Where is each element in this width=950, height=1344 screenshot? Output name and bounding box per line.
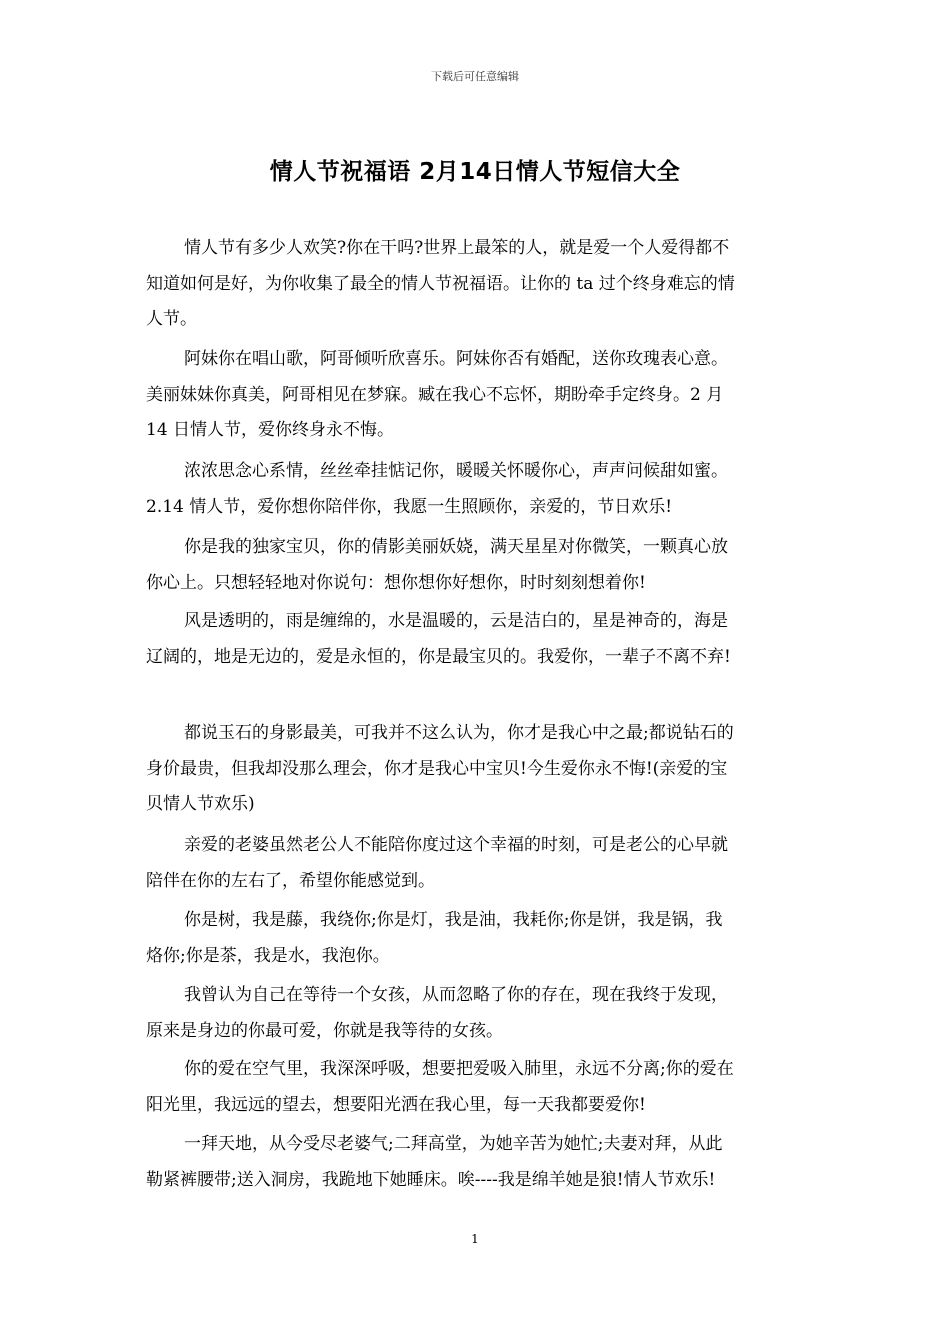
text-line: 风是透明的，雨是缠绵的，水是温暖的，云是洁白的，星是神奇的，海是 <box>184 611 728 631</box>
text-line: 烙你;你是茶，我是水，我泡你。 <box>146 945 390 966</box>
text-line: 情人节有多少人欢笑?你在干吗?世界上最笨的人，就是爱一个人爱得都不 <box>184 238 730 258</box>
text-line: 2.14 情人节，爱你想你陪伴你，我愿一生照顾你，亲爱的，节日欢乐! <box>146 496 673 517</box>
paragraph <box>146 604 810 675</box>
text-line: 原来是身边的你最可爱，你就是我等待的女孩。 <box>146 1020 503 1041</box>
text-line: 我曾认为自己在等待一个女孩，从而忽略了你的存在，现在我终于发现， <box>184 985 728 1005</box>
page-number: 1 <box>471 1232 479 1246</box>
paragraph <box>146 903 810 974</box>
paragraph <box>146 530 810 601</box>
text-line: 阿妹你在唱山歌，阿哥倾听欣喜乐。阿妹你否有婚配，送你玫瑰表心意。 <box>184 349 728 369</box>
paragraph <box>146 978 810 1049</box>
text-line: 浓浓思念心系情，丝丝牵挂惦记你，暖暖关怀暖你心，声声问候甜如蜜。 <box>184 461 728 481</box>
text-line: 贝情人节欢乐) <box>146 794 255 814</box>
text-line: 辽阔的，地是无边的，爱是永恒的，你是最宝贝的。我爱你，一辈子不离不弃! <box>146 646 731 667</box>
text-line: 亲爱的老婆虽然老公人不能陪你度过这个幸福的时刻，可是老公的心早就 <box>184 835 728 855</box>
paragraph <box>146 342 810 449</box>
text-line: 你是树，我是藤，我绕你;你是灯，我是油，我耗你;你是饼，我是锅，我 <box>184 910 723 930</box>
page-title: 情人节祝福语 2月14日情人节短信大全 <box>269 159 681 185</box>
text-line: 美丽妹妹你真美，阿哥相见在梦寐。臧在我心不忘怀，期盼牵手定终身。2 月 <box>146 384 724 405</box>
text-line: 14 日情人节，爱你终身永不悔。 <box>146 420 395 440</box>
text-line: 身价最贵，但我却没那么理会，你才是我心中宝贝!今生爱你永不悔!(亲爱的宝 <box>146 758 728 779</box>
paragraph <box>146 454 810 525</box>
text-line: 你是我的独家宝贝，你的倩影美丽妖娆，满天星星对你微笑，一颗真心放 <box>184 537 728 557</box>
text-line: 陪伴在你的左右了，希望你能感觉到。 <box>146 870 435 891</box>
paragraph <box>146 1127 810 1198</box>
text-line: 你的爱在空气里，我深深呼吸，想要把爱吸入肺里，永远不分离;你的爱在 <box>184 1059 734 1079</box>
text-line: 知道如何是好，为你收集了最全的情人节祝福语。让你的 ta 过个终身难忘的情 <box>146 273 735 294</box>
text-line: 阳光里，我远远的望去，想要阳光洒在我心里，每一天我都要爱你! <box>146 1094 646 1115</box>
paragraph <box>146 231 810 338</box>
text-line: 一拜天地，从今受尽老婆气;二拜高堂，为她辛苦为她忙;夫妻对拜，从此 <box>184 1134 723 1154</box>
text-line: 都说玉石的身影最美，可我并不这么认为，你才是我心中之最;都说钻石的 <box>184 723 734 743</box>
paragraph <box>146 716 810 823</box>
header-note: 下载后可任意编辑 <box>431 70 519 83</box>
text-line: 勒紧裤腰带;送入洞房，我跪地下她睡床。唉----我是绵羊她是狼!情人节欢乐! <box>146 1169 716 1190</box>
text-line: 人节。 <box>146 309 197 329</box>
text-line: 你心上。只想轻轻地对你说句：想你想你好想你，时时刻刻想着你! <box>146 572 646 593</box>
paragraph <box>146 828 810 899</box>
paragraph <box>146 1052 810 1123</box>
